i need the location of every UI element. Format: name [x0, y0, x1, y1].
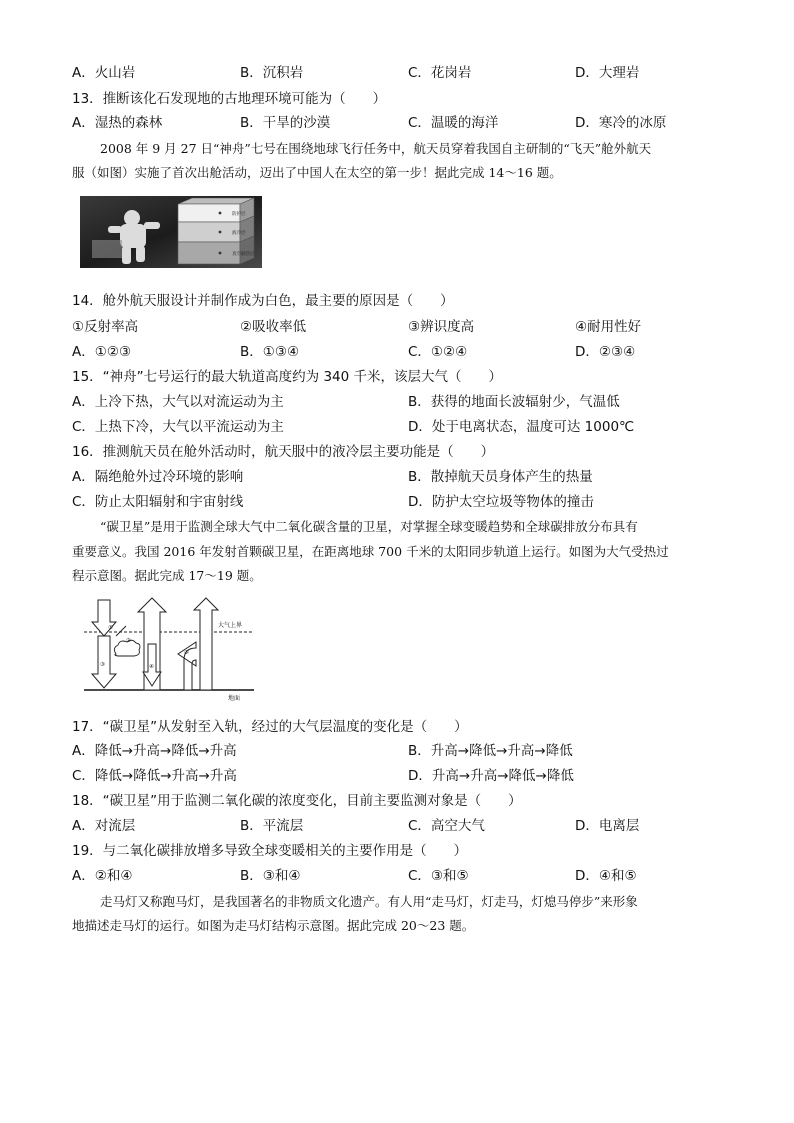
layer-label-liquid-cooling: 液冷层: [232, 231, 246, 236]
q13-option-b: B．干旱的沙漠: [240, 115, 331, 131]
q12-option-c: C．花岗岩: [408, 65, 472, 81]
passage2-line3: 程示意图。据此完成 17～19 题。: [72, 568, 262, 583]
atmosphere-top-label: 大气上界: [218, 622, 243, 629]
q19-option-a: A．②和④: [72, 868, 133, 884]
suit-layers-diagram: [178, 198, 255, 264]
q16-option-c: C．防止太阳辐射和宇宙射线: [72, 494, 244, 510]
atmosphere-heating-svg: [82, 596, 258, 704]
q16-option-b: B．散掉航天员身体产生的热量: [408, 469, 593, 485]
ground-label: 地面: [228, 695, 241, 702]
marker-3: ③: [100, 662, 105, 668]
q17-option-a: A．降低→升高→降低→升高: [72, 743, 237, 759]
q17-option-c: C．降低→降低→升高→升高: [72, 768, 237, 784]
q16-option-d: D．防护太空垃圾等物体的撞击: [408, 494, 594, 510]
q17-option-b: B．升高→降低→升高→降低: [408, 743, 573, 759]
q14-item-3: ③辨识度高: [408, 319, 475, 335]
q18-option-a: A．对流层: [72, 818, 136, 834]
marker-5: ⑤: [184, 650, 189, 656]
q15-option-d: D．处于电离状态，温度可达 1000℃: [408, 419, 635, 435]
outgoing-radiation-arrow: [194, 598, 218, 690]
spacecraft-hatch: [92, 240, 122, 258]
q12-option-a: A．火山岩: [72, 65, 136, 81]
q18-option-b: B．平流层: [240, 818, 304, 834]
q13-option-a: A．湿热的森林: [72, 115, 163, 131]
q19-option-b: B．③和④: [240, 868, 301, 884]
q19-option-c: C．③和⑤: [408, 868, 469, 884]
q18-option-c: C．高空大气: [408, 818, 485, 834]
atmosphere-heating-figure: [82, 596, 258, 704]
marker-2: ②: [126, 638, 131, 644]
q15-option-a: A．上冷下热，大气以对流运动为主: [72, 394, 284, 410]
layer-label-protective: 防护层: [232, 212, 246, 217]
q15-option-c: C．上热下冷，大气以平流运动为主: [72, 419, 284, 435]
spacesuit-figure-svg: [80, 196, 262, 268]
q18-stem: 18．“碳卫星”用于监测二氧化碳的浓度变化，目前主要监测对象是（ ）: [72, 793, 522, 809]
solar-radiation-arrow: [92, 600, 116, 688]
q12-option-b: B．沉积岩: [240, 65, 304, 81]
q16-stem: 16．推测航天员在舱外活动时，航天服中的液冷层主要功能是（ ）: [72, 444, 495, 460]
reflection-line: [116, 626, 126, 636]
q15-option-b: B．获得的地面长波辐射少，气温低: [408, 394, 620, 410]
spacesuit-figure: [80, 196, 262, 268]
q13-stem: 13．推断该化石发现地的古地理环境可能为（ ）: [72, 91, 387, 107]
q12-option-d: D．大理岩: [575, 65, 640, 81]
q14-item-4: ④耐用性好: [575, 319, 642, 335]
q14-item-1: ①反射率高: [72, 319, 139, 335]
q16-option-a: A．隔绝舱外过冷环境的影响: [72, 469, 244, 485]
passage2-line1: “碳卫星”是用于监测全球大气中二氧化碳含量的卫星，对掌握全球变暖趋势和全球碳排放分布具有: [100, 519, 638, 534]
q14-option-a: A．①②③: [72, 344, 132, 360]
q19-stem: 19．与二氧化碳排放增多导致全球变暖相关的主要作用是（ ）: [72, 843, 468, 859]
q13-option-c: C．温暖的海洋: [408, 115, 499, 131]
marker-1: ①: [108, 625, 113, 631]
q14-option-b: B．①③④: [240, 344, 300, 360]
q13-option-d: D．寒冷的冰原: [575, 115, 667, 131]
passage2-line2: 重要意义。我国 2016 年发射首颗碳卫星，在距离地球 700 千米的太阳同步轨道上运行。如图为大气受热过: [72, 544, 669, 559]
q17-option-d: D．升高→升高→降低→降低: [408, 768, 574, 784]
q18-option-d: D．电离层: [575, 818, 640, 834]
q14-stem: 14．舱外航天服设计并制作成为白色，最主要的原因是（ ）: [72, 293, 454, 309]
q14-option-c: C．①②④: [408, 344, 468, 360]
passage3-line2: 地描述走马灯的运行。如图为走马灯结构示意图。据此完成 20～23 题。: [72, 918, 475, 933]
q17-stem: 17．“碳卫星”从发射至入轨，经过的大气层温度的变化是（ ）: [72, 719, 468, 735]
passage3-line1: 走马灯又称跑马灯，是我国著名的非物质文化遗产。有人用“走马灯，灯走马，灯熄马停步”来形象: [100, 894, 638, 909]
q19-option-d: D．④和⑤: [575, 868, 637, 884]
marker-4: ④: [149, 664, 154, 670]
q14-option-d: D．②③④: [575, 344, 636, 360]
q15-stem: 15．“神舟”七号运行的最大轨道高度约为 340 千米，该层大气（ ）: [72, 369, 503, 385]
passage1-line2: 服（如图）实施了首次出舱活动，迈出了中国人在太空的第一步！据此完成 14～16 题。: [72, 165, 562, 180]
layer-label-vacuum-insulation: 真空隔热层: [232, 252, 255, 257]
q14-item-2: ②吸收率低: [240, 319, 307, 335]
passage1-line1: 2008 年 9 月 27 日“神舟”七号在围绕地球飞行任务中，航天员穿着我国自主研制的“飞天”舱外航天: [100, 141, 652, 156]
